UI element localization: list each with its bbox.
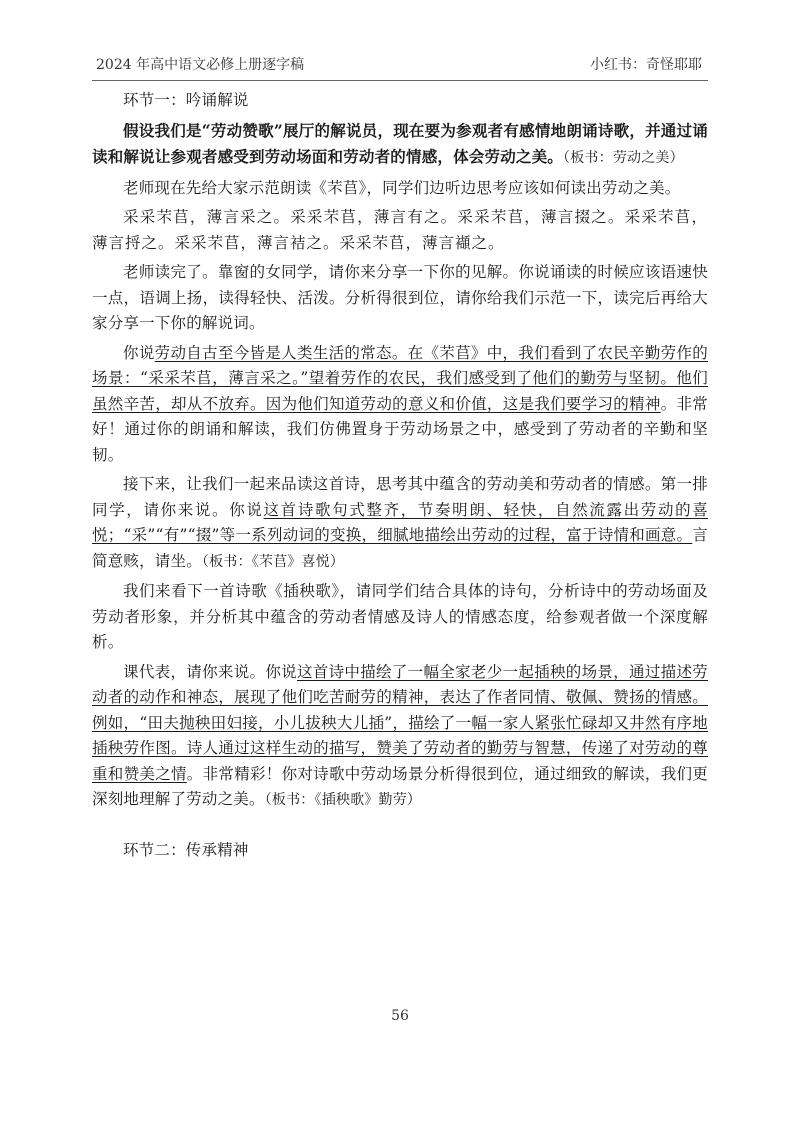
section-heading-2 <box>92 838 708 864</box>
paragraph-text: 言简意赅，请坐。 <box>92 526 708 570</box>
paragraph-text: 课代表，请你来说。你说 <box>123 662 297 681</box>
paragraph-text: 我们来看下一首诗歌《插秧歌》，请同学们结合具体的诗句，分析诗中的劳动场面及劳动者形象，并分析其中蕴含的劳动者情感及诗人的情感态度，给参观者做一个深度解析。 <box>92 582 708 651</box>
paragraph <box>92 660 708 814</box>
header-title: 2024 年高中语文必修上册逐字稿 <box>96 57 305 73</box>
section-heading-text: 环节二：传承精神 <box>123 840 249 859</box>
header-divider <box>92 80 708 81</box>
underlined-text: 劳动自古至今皆是人类生活的常态。在《芣苢》中，我们看到了农民辛勤劳作的场景：“采采芣苢，薄言采之。”望着劳作的农民，我们感受到了他们的勤劳与坚韧。他们虽然辛苦，却从不放弃。因为他们知道劳动的意义和价值，这是我们要学习的精神 <box>92 343 708 413</box>
blackboard-note: （板书：《芣苢》喜悦） <box>201 553 345 570</box>
paragraph-text: 。非常好！通过你的朗诵和解读，我们仿佛置身于劳动场景之中，感受到了劳动者的辛勤和坚韧。 <box>92 394 708 464</box>
section-heading-1 <box>92 88 708 114</box>
paragraph <box>92 341 708 469</box>
poem-text: 采采芣苢，薄言采之。采采芣苢，薄言有之。采采芣苢，薄言掇之。采采芣苢，薄言捋之。采采芣苢，薄言袺之。采采芣苢，薄言襭之。 <box>92 208 708 252</box>
paragraph-text: 接下来，让我们一起来品读这首诗，思考其中蕴含的劳动美和劳动者的情感。第一排同学，请你来说。你说 <box>92 475 708 519</box>
header-author: 小红书：奇怪耶耶 <box>590 57 702 73</box>
underlined-text: 这首诗中描绘了一幅全家老少一起插秧的场景，通过描述劳动者的动作和神态，展现了他们吃苦耐劳的精神，表达了作者同情、敬佩、赞扬的情感。例如，“田夫抛秧田妇接，小儿拔秧大儿插”，描绘了一幅一家人紧张忙碌却又井然有序地插秧劳作图。诗人通过这样生动的描写，赞美了劳动者的勤劳与智慧，传递了对劳动的尊重和赞美之情 <box>92 662 708 783</box>
paragraph <box>92 579 708 656</box>
paragraph <box>92 260 708 337</box>
page-body <box>92 88 708 867</box>
paragraph-text: 老师读完了。靠窗的女同学，请你来分享一下你的见解。你说诵读的时候应该语速快一点，语调上扬，读得轻快、活泼。分析得很到位，请你给我们示范一下，读完后再给大家分享一下你的解说词。 <box>92 263 708 332</box>
paragraph <box>92 472 708 575</box>
paragraph-text: 老师现在先给大家示范朗读《芣苢》，同学们边听边思考应该如何读出劳动之美。 <box>123 178 681 197</box>
task-paragraph <box>92 118 708 172</box>
paragraph-text: 你说 <box>123 343 155 362</box>
underlined-text: 这首诗歌句式整齐，节奏明朗、轻快，自然流露出劳动的喜悦；“采”“有”“掇”等一系列动词的变换，细腻地描绘出劳动的过程，富于诗情和画意。 <box>92 500 708 544</box>
paragraph-text: 。非常精彩！你对诗歌中劳动场景分析得很到位，通过细致的解读，我们更深刻地理解了劳动之美。 <box>92 764 709 808</box>
task-text: 假设我们是“劳动赞歌”展厅的解说员，现在要为参观者有感情地朗诵诗歌，并通过诵读和解说让参观者感受到劳动场面和劳动者的情感，体会劳动之美。 <box>92 120 708 166</box>
page-header <box>92 54 708 78</box>
blackboard-note: （板书：劳动之美） <box>563 150 684 166</box>
paragraph <box>92 176 708 202</box>
blackboard-note: （板书：《插秧歌》勤劳） <box>264 792 422 808</box>
page-number: 56 <box>391 1008 409 1024</box>
section-heading-text: 环节一：吟诵解说 <box>123 91 249 109</box>
poem-paragraph <box>92 205 708 256</box>
